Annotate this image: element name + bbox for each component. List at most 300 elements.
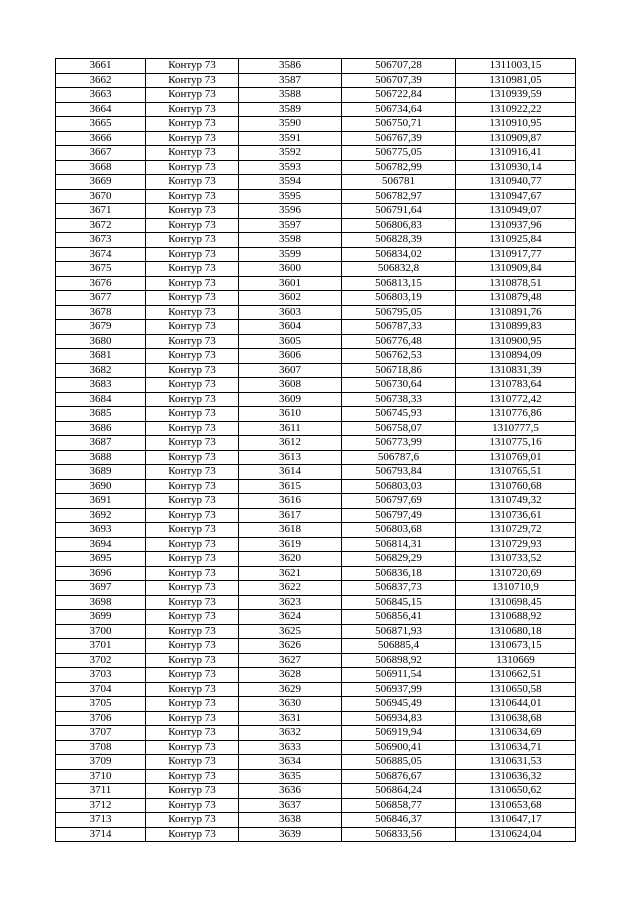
x-coordinate-cell: 506864,24 [342,784,456,799]
point-number-cell: 3620 [239,552,342,567]
point-number-cell: 3611 [239,421,342,436]
point-number-cell: 3608 [239,378,342,393]
x-coordinate-cell: 506885,4 [342,639,456,654]
y-coordinate-cell: 1310624,04 [456,827,576,842]
table-row [56,653,576,668]
point-number-cell: 3633 [239,740,342,755]
x-coordinate-cell: 506787,33 [342,320,456,335]
y-coordinate-cell: 1310925,84 [456,233,576,248]
row-number-cell: 3692 [56,508,146,523]
y-coordinate-cell: 1310917,77 [456,247,576,262]
table-row [56,59,576,74]
y-coordinate-cell: 1310937,96 [456,218,576,233]
table-row [56,131,576,146]
row-number-cell: 3698 [56,595,146,610]
table-row [56,291,576,306]
table-row [56,407,576,422]
point-number-cell: 3621 [239,566,342,581]
y-coordinate-cell: 1310631,53 [456,755,576,770]
point-number-cell: 3598 [239,233,342,248]
row-number-cell: 3703 [56,668,146,683]
row-number-cell: 3676 [56,276,146,291]
row-number-cell: 3714 [56,827,146,842]
row-number-cell: 3673 [56,233,146,248]
y-coordinate-cell: 1310729,72 [456,523,576,538]
table-row [56,189,576,204]
x-coordinate-cell: 506767,39 [342,131,456,146]
row-number-cell: 3711 [56,784,146,799]
table-row [56,392,576,407]
table-row [56,537,576,552]
y-coordinate-cell: 1310749,32 [456,494,576,509]
contour-name-cell: Контур 73 [146,508,239,523]
row-number-cell: 3700 [56,624,146,639]
point-number-cell: 3594 [239,175,342,190]
row-number-cell: 3707 [56,726,146,741]
y-coordinate-cell: 1310644,01 [456,697,576,712]
y-coordinate-cell: 1310930,14 [456,160,576,175]
y-coordinate-cell: 1310777,5 [456,421,576,436]
y-coordinate-cell: 1310733,52 [456,552,576,567]
table-row [56,320,576,335]
row-number-cell: 3672 [56,218,146,233]
point-number-cell: 3599 [239,247,342,262]
point-number-cell: 3614 [239,465,342,480]
x-coordinate-cell: 506781 [342,175,456,190]
y-coordinate-cell: 1310680,18 [456,624,576,639]
y-coordinate-cell: 1310879,48 [456,291,576,306]
contour-name-cell: Контур 73 [146,305,239,320]
x-coordinate-cell: 506919,94 [342,726,456,741]
contour-name-cell: Контур 73 [146,755,239,770]
x-coordinate-cell: 506945,49 [342,697,456,712]
y-coordinate-cell: 1310673,15 [456,639,576,654]
x-coordinate-cell: 506782,99 [342,160,456,175]
contour-name-cell: Контур 73 [146,697,239,712]
point-number-cell: 3636 [239,784,342,799]
x-coordinate-cell: 506793,84 [342,465,456,480]
table-row [56,363,576,378]
x-coordinate-cell: 506795,05 [342,305,456,320]
contour-name-cell: Контур 73 [146,88,239,103]
y-coordinate-cell: 1310891,76 [456,305,576,320]
contour-name-cell: Контур 73 [146,102,239,117]
x-coordinate-cell: 506858,77 [342,798,456,813]
point-number-cell: 3606 [239,349,342,364]
row-number-cell: 3708 [56,740,146,755]
point-number-cell: 3591 [239,131,342,146]
table-row [56,479,576,494]
x-coordinate-cell: 506837,73 [342,581,456,596]
x-coordinate-cell: 506734,64 [342,102,456,117]
x-coordinate-cell: 506846,37 [342,813,456,828]
contour-name-cell: Контур 73 [146,146,239,161]
x-coordinate-cell: 506813,15 [342,276,456,291]
contour-name-cell: Контур 73 [146,320,239,335]
point-number-cell: 3610 [239,407,342,422]
contour-name-cell: Контур 73 [146,523,239,538]
contour-name-cell: Контур 73 [146,769,239,784]
point-number-cell: 3602 [239,291,342,306]
row-number-cell: 3668 [56,160,146,175]
x-coordinate-cell: 506871,93 [342,624,456,639]
point-number-cell: 3609 [239,392,342,407]
y-coordinate-cell: 1310776,86 [456,407,576,422]
row-number-cell: 3686 [56,421,146,436]
point-number-cell: 3605 [239,334,342,349]
contour-name-cell: Контур 73 [146,117,239,132]
contour-name-cell: Контур 73 [146,653,239,668]
contour-name-cell: Контур 73 [146,827,239,842]
y-coordinate-cell: 1310638,68 [456,711,576,726]
contour-name-cell: Контур 73 [146,291,239,306]
point-number-cell: 3587 [239,73,342,88]
x-coordinate-cell: 506707,28 [342,59,456,74]
contour-name-cell: Контур 73 [146,450,239,465]
contour-name-cell: Контур 73 [146,233,239,248]
point-number-cell: 3628 [239,668,342,683]
y-coordinate-cell: 1310653,68 [456,798,576,813]
x-coordinate-cell: 506762,53 [342,349,456,364]
point-number-cell: 3603 [239,305,342,320]
point-number-cell: 3639 [239,827,342,842]
contour-name-cell: Контур 73 [146,436,239,451]
row-number-cell: 3687 [56,436,146,451]
table-row [56,755,576,770]
point-number-cell: 3588 [239,88,342,103]
table-row [56,639,576,654]
y-coordinate-cell: 1310916,41 [456,146,576,161]
x-coordinate-cell: 506750,71 [342,117,456,132]
row-number-cell: 3663 [56,88,146,103]
contour-name-cell: Контур 73 [146,363,239,378]
row-number-cell: 3662 [56,73,146,88]
x-coordinate-cell: 506828,39 [342,233,456,248]
contour-name-cell: Контур 73 [146,189,239,204]
row-number-cell: 3705 [56,697,146,712]
row-number-cell: 3675 [56,262,146,277]
point-number-cell: 3622 [239,581,342,596]
x-coordinate-cell: 506776,48 [342,334,456,349]
point-number-cell: 3590 [239,117,342,132]
x-coordinate-cell: 506803,03 [342,479,456,494]
row-number-cell: 3704 [56,682,146,697]
point-number-cell: 3592 [239,146,342,161]
y-coordinate-cell: 1310720,69 [456,566,576,581]
row-number-cell: 3701 [56,639,146,654]
row-number-cell: 3670 [56,189,146,204]
table-row [56,146,576,161]
y-coordinate-cell: 1310688,92 [456,610,576,625]
y-coordinate-cell: 1310878,51 [456,276,576,291]
x-coordinate-cell: 506803,68 [342,523,456,538]
table-row [56,494,576,509]
point-number-cell: 3638 [239,813,342,828]
contour-name-cell: Контур 73 [146,175,239,190]
y-coordinate-cell: 1310909,87 [456,131,576,146]
x-coordinate-cell: 506745,93 [342,407,456,422]
table-row [56,610,576,625]
x-coordinate-cell: 506730,64 [342,378,456,393]
x-coordinate-cell: 506722,84 [342,88,456,103]
contour-name-cell: Контур 73 [146,276,239,291]
table-row [56,581,576,596]
x-coordinate-cell: 506900,41 [342,740,456,755]
row-number-cell: 3691 [56,494,146,509]
y-coordinate-cell: 1310634,69 [456,726,576,741]
x-coordinate-cell: 506773,99 [342,436,456,451]
point-number-cell: 3630 [239,697,342,712]
point-number-cell: 3619 [239,537,342,552]
y-coordinate-cell: 1310710,9 [456,581,576,596]
contour-name-cell: Контур 73 [146,392,239,407]
y-coordinate-cell: 1310783,64 [456,378,576,393]
contour-name-cell: Контур 73 [146,247,239,262]
contour-name-cell: Контур 73 [146,378,239,393]
contour-name-cell: Контур 73 [146,711,239,726]
table-row [56,595,576,610]
table-row [56,233,576,248]
contour-name-cell: Контур 73 [146,784,239,799]
y-coordinate-cell: 1311003,15 [456,59,576,74]
contour-name-cell: Контур 73 [146,59,239,74]
row-number-cell: 3696 [56,566,146,581]
row-number-cell: 3666 [56,131,146,146]
row-number-cell: 3661 [56,59,146,74]
x-coordinate-cell: 506797,69 [342,494,456,509]
point-number-cell: 3589 [239,102,342,117]
table-row [56,349,576,364]
table-row [56,218,576,233]
row-number-cell: 3667 [56,146,146,161]
y-coordinate-cell: 1310939,59 [456,88,576,103]
contour-name-cell: Контур 73 [146,160,239,175]
contour-name-cell: Контур 73 [146,479,239,494]
row-number-cell: 3694 [56,537,146,552]
table-row [56,726,576,741]
table-row [56,160,576,175]
x-coordinate-cell: 506898,92 [342,653,456,668]
contour-name-cell: Контур 73 [146,566,239,581]
point-number-cell: 3625 [239,624,342,639]
table-row [56,682,576,697]
row-number-cell: 3680 [56,334,146,349]
point-number-cell: 3596 [239,204,342,219]
y-coordinate-cell: 1310729,93 [456,537,576,552]
table-row [56,450,576,465]
x-coordinate-cell: 506707,39 [342,73,456,88]
x-coordinate-cell: 506845,15 [342,595,456,610]
table-row [56,769,576,784]
row-number-cell: 3697 [56,581,146,596]
y-coordinate-cell: 1310669 [456,653,576,668]
x-coordinate-cell: 506758,07 [342,421,456,436]
row-number-cell: 3664 [56,102,146,117]
row-number-cell: 3677 [56,291,146,306]
point-number-cell: 3613 [239,450,342,465]
table-row [56,102,576,117]
table-row [56,523,576,538]
contour-name-cell: Контур 73 [146,421,239,436]
table-row [56,813,576,828]
y-coordinate-cell: 1310760,68 [456,479,576,494]
row-number-cell: 3665 [56,117,146,132]
table-row [56,798,576,813]
point-number-cell: 3626 [239,639,342,654]
table-row [56,624,576,639]
contour-name-cell: Контур 73 [146,218,239,233]
row-number-cell: 3671 [56,204,146,219]
x-coordinate-cell: 506934,83 [342,711,456,726]
point-number-cell: 3624 [239,610,342,625]
point-number-cell: 3607 [239,363,342,378]
row-number-cell: 3684 [56,392,146,407]
y-coordinate-cell: 1310775,16 [456,436,576,451]
contour-name-cell: Контур 73 [146,682,239,697]
x-coordinate-cell: 506937,99 [342,682,456,697]
table-row [56,73,576,88]
point-number-cell: 3634 [239,755,342,770]
x-coordinate-cell: 506856,41 [342,610,456,625]
y-coordinate-cell: 1310736,61 [456,508,576,523]
point-number-cell: 3629 [239,682,342,697]
row-number-cell: 3712 [56,798,146,813]
x-coordinate-cell: 506797,49 [342,508,456,523]
contour-name-cell: Контур 73 [146,349,239,364]
table-row [56,508,576,523]
contour-name-cell: Контур 73 [146,595,239,610]
contour-name-cell: Контур 73 [146,407,239,422]
x-coordinate-cell: 506885,05 [342,755,456,770]
contour-name-cell: Контур 73 [146,204,239,219]
row-number-cell: 3713 [56,813,146,828]
coordinates-table [55,58,576,842]
y-coordinate-cell: 1310910,95 [456,117,576,132]
point-number-cell: 3616 [239,494,342,509]
y-coordinate-cell: 1310650,62 [456,784,576,799]
contour-name-cell: Контур 73 [146,73,239,88]
x-coordinate-cell: 506718,86 [342,363,456,378]
contour-name-cell: Контур 73 [146,813,239,828]
row-number-cell: 3702 [56,653,146,668]
x-coordinate-cell: 506738,33 [342,392,456,407]
x-coordinate-cell: 506787,6 [342,450,456,465]
table-row [56,305,576,320]
point-number-cell: 3637 [239,798,342,813]
point-number-cell: 3615 [239,479,342,494]
point-number-cell: 3600 [239,262,342,277]
x-coordinate-cell: 506911,54 [342,668,456,683]
point-number-cell: 3595 [239,189,342,204]
table-row [56,552,576,567]
table-row [56,566,576,581]
contour-name-cell: Контур 73 [146,552,239,567]
table-row [56,740,576,755]
x-coordinate-cell: 506876,67 [342,769,456,784]
contour-name-cell: Контур 73 [146,131,239,146]
x-coordinate-cell: 506775,05 [342,146,456,161]
x-coordinate-cell: 506791,64 [342,204,456,219]
table-row [56,262,576,277]
table-row [56,697,576,712]
x-coordinate-cell: 506833,56 [342,827,456,842]
point-number-cell: 3627 [239,653,342,668]
y-coordinate-cell: 1310900,95 [456,334,576,349]
table-row [56,436,576,451]
contour-name-cell: Контур 73 [146,537,239,552]
contour-name-cell: Контур 73 [146,798,239,813]
x-coordinate-cell: 506836,18 [342,566,456,581]
y-coordinate-cell: 1310769,01 [456,450,576,465]
contour-name-cell: Контур 73 [146,262,239,277]
contour-name-cell: Контур 73 [146,624,239,639]
contour-name-cell: Контур 73 [146,639,239,654]
table-row [56,204,576,219]
table-row [56,334,576,349]
y-coordinate-cell: 1310772,42 [456,392,576,407]
x-coordinate-cell: 506803,19 [342,291,456,306]
table-row [56,784,576,799]
y-coordinate-cell: 1310636,32 [456,769,576,784]
row-number-cell: 3674 [56,247,146,262]
y-coordinate-cell: 1310894,09 [456,349,576,364]
y-coordinate-cell: 1310662,51 [456,668,576,683]
y-coordinate-cell: 1310634,71 [456,740,576,755]
point-number-cell: 3623 [239,595,342,610]
contour-name-cell: Контур 73 [146,465,239,480]
contour-name-cell: Контур 73 [146,740,239,755]
y-coordinate-cell: 1310650,58 [456,682,576,697]
table-row [56,88,576,103]
row-number-cell: 3678 [56,305,146,320]
point-number-cell: 3617 [239,508,342,523]
y-coordinate-cell: 1310922,22 [456,102,576,117]
point-number-cell: 3618 [239,523,342,538]
point-number-cell: 3601 [239,276,342,291]
contour-name-cell: Контур 73 [146,610,239,625]
table-row [56,247,576,262]
contour-name-cell: Контур 73 [146,668,239,683]
row-number-cell: 3710 [56,769,146,784]
row-number-cell: 3679 [56,320,146,335]
point-number-cell: 3632 [239,726,342,741]
contour-name-cell: Контур 73 [146,334,239,349]
point-number-cell: 3612 [239,436,342,451]
table-row [56,827,576,842]
point-number-cell: 3631 [239,711,342,726]
point-number-cell: 3586 [239,59,342,74]
y-coordinate-cell: 1310831,39 [456,363,576,378]
row-number-cell: 3688 [56,450,146,465]
row-number-cell: 3681 [56,349,146,364]
row-number-cell: 3683 [56,378,146,393]
coordinates-table-body [56,59,576,842]
contour-name-cell: Контур 73 [146,581,239,596]
point-number-cell: 3604 [239,320,342,335]
y-coordinate-cell: 1310940,77 [456,175,576,190]
row-number-cell: 3706 [56,711,146,726]
table-row [56,276,576,291]
point-number-cell: 3635 [239,769,342,784]
y-coordinate-cell: 1310949,07 [456,204,576,219]
row-number-cell: 3682 [56,363,146,378]
row-number-cell: 3699 [56,610,146,625]
row-number-cell: 3669 [56,175,146,190]
table-row [56,378,576,393]
table-row [56,711,576,726]
x-coordinate-cell: 506782,97 [342,189,456,204]
table-row [56,175,576,190]
